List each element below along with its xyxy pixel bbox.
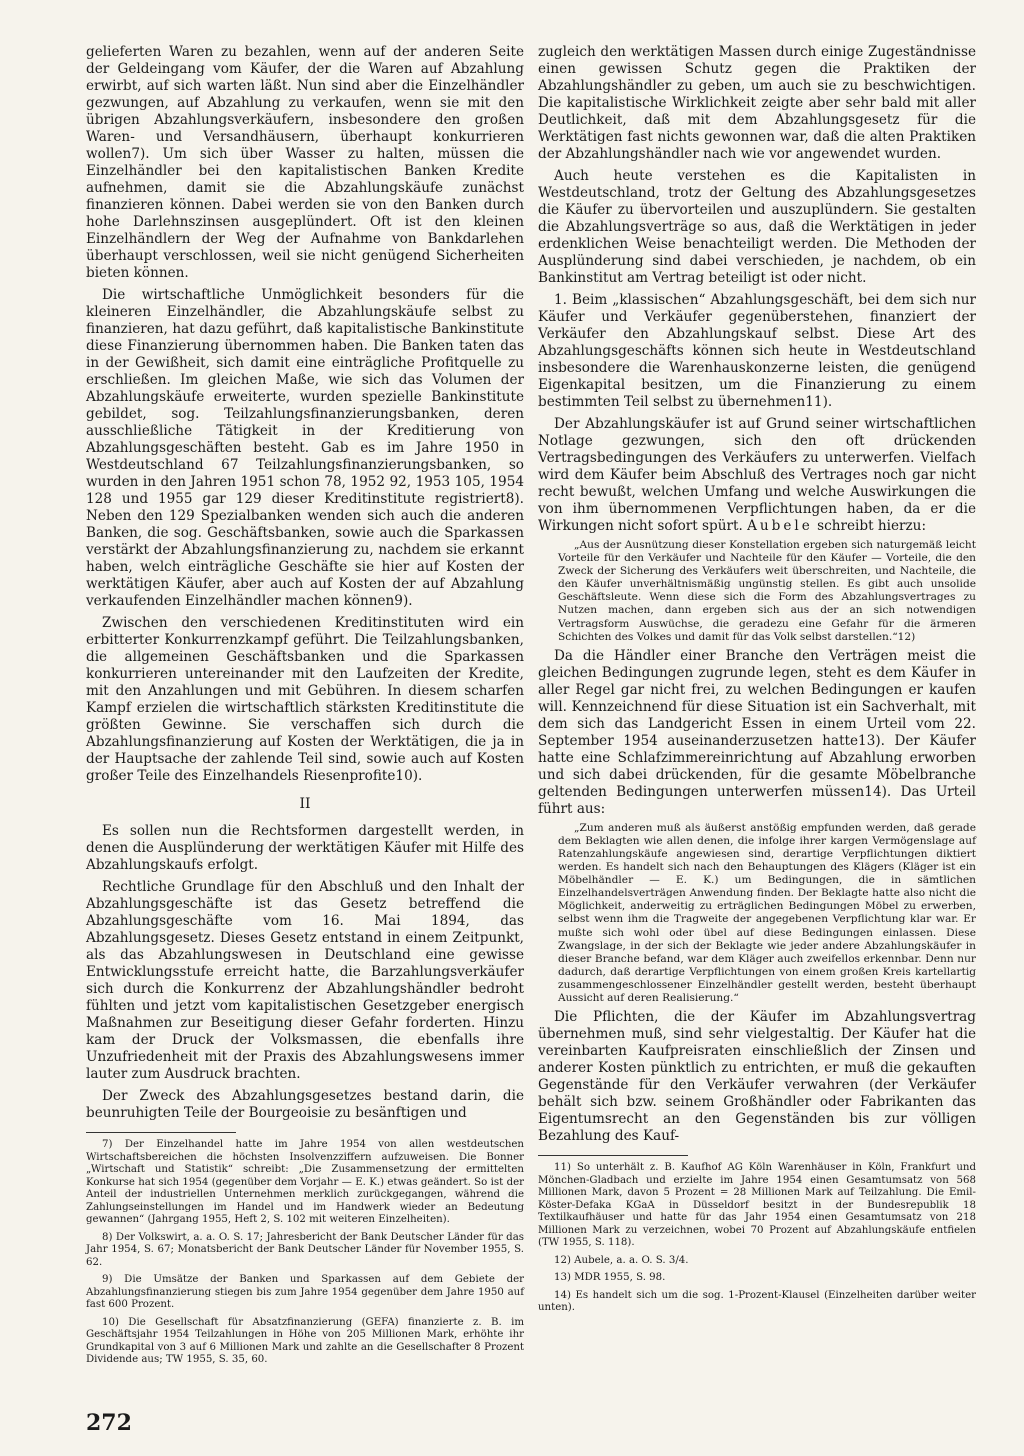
paragraph: Der Zweck des Abzahlungsgesetzes bestand darin, die beunruhigten Teile der Bourgeoisie zu besänftigen und (86, 1088, 524, 1121)
paragraph-text: Der Abzahlungskäufer ist auf Grund seiner wirtschaftlichen Notlage gezwungen, sich den oft drückenden Vertragsbedingungen des Verkäufers zu unterwerfen. Vielfach wird dem Käufer beim Abschluß des Vertrages noch gar nicht recht bewußt, welchen Umfang und welche Auswirkungen die von ihm übernommenen Verpflichtungen haben, da er die Wirkungen nicht sofort spürt. (538, 416, 976, 534)
footnote: 8) Der Volkswirt, a. a. O. S. 17; Jahresbericht der Bank Deutscher Länder für das Jahr 1954, S. 67; Monatsbericht der Bank Deutscher Länder für November 1955, S. 62. (86, 1231, 524, 1268)
footnote: 9) Die Umsätze der Banken und Sparkassen auf dem Gebiete der Abzahlungsfinanzierung stiegen bis zum Jahre 1954 gegenüber dem Jahre 1950 auf fast 600 Prozent. (86, 1274, 524, 1310)
paragraph: zugleich den werktätigen Massen durch einige Zugeständnisse einen gewissen Schutz gegen die Praktiken der Abzahlungshändler zu geben, um auch sie zu beschwichtigen. Die kapitalistische Wirklichkeit zeigte aber sehr bald mit aller Deutlichkeit, daß mit dem Abzahlungsgesetz für die Werktätigen fast nichts gewonnen war, daß die alten Praktiken der Abzahlungshändler nach wie vor angewendet wurden. (538, 44, 976, 162)
left-column (86, 44, 524, 1372)
block-quote (558, 539, 976, 644)
paragraph-text: schreibt hierzu: (817, 518, 927, 534)
paragraph: Die Pflichten, die der Käufer im Abzahlungsvertrag übernehmen muß, sind sehr vielgestaltig. Der Käufer hat die vereinbarten Kaufpreisraten einschließlich der Zinsen und anderer Kosten pünktlich zu entrichten, er muß die gekauften Gegenstände für den Verkäufer verwahren (der Verkäufer behält sich bzw. seinem Großhändler oder Fabrikanten das Eigentumsrecht an den Gegenständen bis zur völligen Bezahlung des Kauf- (538, 1009, 976, 1145)
paragraph: Da die Händler einer Branche den Verträgen meist die gleichen Bedingungen zugrunde legen, steht es dem Käufer in aller Regel gar nicht frei, zu welchen Bedingungen er kaufen will. Kennzeichnend für diese Situation ist ein Sachverhalt, mit dem sich das Landgericht Essen in einem Urteil vom 22. September 1954 auseinanderzusetzen hatte13). Der Käufer hatte eine Schlafzimmereinrichtung auf Abzahlung erworben und sich dabei drückenden, für die gesamte Möbelbranche geltenden Bedingungen unterwerfen müssen14). Das Urteil führt aus: (538, 647, 976, 817)
section-heading: II (299, 796, 311, 812)
footnote: 11) So unterhält z. B. Kaufhof AG Köln Warenhäuser in Köln, Frankfurt und Mönchen-Gladbach und erzielte im Jahre 1954 einen Gesamtumsatz von 568 Millionen Mark, davon 5 Prozent = 28 Millionen Mark auf Teilzahlung. Die Emil-Köster-Defaka KGaA in Düsseldorf besitzt in der Bundesrepublik 18 Textilkaufhäuser und hatte für das Jahr 1954 einen Gesamtumsatz von 218 Millionen Mark zu verzeichnen, wobei 70 Prozent auf Abzahlungskäufe entfielen (TW 1955, S. 118). (538, 1162, 976, 1249)
block-quote (558, 822, 976, 1005)
footnote: 14) Es handelt sich um die sog. 1-Prozent-Klausel (Einzelheiten darüber weiter unten). (538, 1289, 976, 1314)
quote-text: „Zum anderen muß als äußerst anstößig empfunden werden, daß gerade dem Beklagten wie allen denen, die infolge ihrer kargen Vermögenslage auf Ratenzahlungskäufe angewiesen sind, derartige Verpflichtungen diktiert werden. Es handelt sich nach den Behauptungen des Klägers (Kläger ist ein Möbelhändler — E. K.) um Bedingungen, die in sämtlichen Einzelhandelsverträgen Anwendung finden. Der Beklagte hatte also nicht die Möglichkeit, anderweitig zu erträglichen Bedingungen Möbel zu erwerben, selbst wenn ihm die Tragweite der angegebenen Verpflichtung klar war. Er mußte sich wohl oder übel auf diese Bedingungen einlassen. Diese Zwangslage, in der sich der Beklagte wie jeder andere Abzahlungskäufer in dieser Branche befand, war dem Kläger auch zweifellos erkennbar. Denn nur dadurch, daß derartige Verpflichtungen von einem großen Kreis kartellartig zusammengeschlossener Einzelhändler gestellt werden, besteht überhaupt Aussicht auf deren Realisierung.“ (558, 821, 976, 1004)
footnote: 7) Der Einzelhandel hatte im Jahre 1954 von allen westdeutschen Wirtschaftsbereichen die höchsten Insolvenzziffern aufzuweisen. Die Bonner „Wirtschaft und Statistik“ schreibt: „Die Zusammensetzung der ermittelten Konkurse hat sich 1954 (gegenüber dem Vorjahr — E. K.) etwas geändert. So ist der Anteil der industriellen Unternehmen merklich zurückgegangen, während die Zahlungseinstellungen im Handel und im Handwerk wieder an Bedeutung gewannen“ (Jahrgang 1955, Heft 2, S. 102 mit weiteren Einzelheiten). (86, 1139, 524, 1225)
paragraph (538, 416, 976, 535)
footnote: 10) Die Gesellschaft für Absatzfinanzierung (GEFA) finanzierte z. B. im Geschäftsjahr 1954 Teilzahlungen in Höhe von 205 Millionen Mark, erhöhte ihr Grundkapital von 3 auf 6 Millionen Mark und zahlte an die Gesellschafter 8 Prozent Dividende aus; TW 1955, S. 35, 60. (86, 1316, 524, 1365)
paragraph: Es sollen nun die Rechtsformen dargestellt werden, in denen die Ausplünderung der werktätigen Käufer mit Hilfe des Abzahlungskaufs erfolgt. (86, 823, 524, 873)
footnote: 13) MDR 1955, S. 98. (554, 1272, 666, 1284)
paragraph: Die wirtschaftliche Unmöglichkeit besonders für die kleineren Einzelhändler, die Abzahlungskäufe selbst zu finanzieren, hat dazu geführt, daß kapitalistische Bankinstitute diese Finanzierung übernommen haben. Die Banken taten das in der Gewißheit, sich damit eine einträgliche Profitquelle zu erschließen. Im gleichen Maße, wie sich das Volumen der Abzahlungskäufe erweiterte, wurden spezielle Bankinstitute gebildet, sog. Teilzahlungsfinanzierungsbanken, deren ausschließliche Tätigkeit in der Kreditierung von Abzahlungsgeschäften besteht. Gab es im Jahre 1950 in Westdeutschland 67 Teilzahlungsfinanzierungsbanken, so wurden in den Jahren 1951 schon 78, 1952 92, 1953 105, 1954 128 und 1955 gar 129 dieser Kreditinstitute registriert8). Neben den 129 Spezialbanken wenden sich auch die anderen Banken, die sog. Geschäftsbanken, sowie auch die Sparkassen verstärkt der Abzahlungsfinanzierung zu, nachdem sie erkannt haben, welch einträgliche Geschäfte sie hier auf Kosten der werktätigen Käufer, aber auch auf Kosten der auf Abzahlung verkaufenden Einzelhändler machen können9). (86, 287, 524, 609)
paragraph: Auch heute verstehen es die Kapitalisten in Westdeutschland, trotz der Geltung des Abzahlungsgesetzes die Käufer zu übervorteilen und auszuplündern. Sie gestalten die Abzahlungsverträge so aus, daß die Werktätigen in jeder erdenklichen Weise benachteiligt werden. Die Methoden der Ausplünderung sind dabei verschieden, je nachdem, ob ein Bankinstitut am Vertrag beteiligt ist oder nicht. (538, 168, 976, 286)
footnote-divider (538, 1155, 688, 1156)
quote-text: „Aus der Ausnützung dieser Konstellation ergeben sich naturgemäß leicht Vorteile für den Verkäufer und Nachteile für den Käufer — Vorteile, die den Zweck der Sicherung des Verkäufers weit überschreiten, und Nachteile, die den Käufer unverhältnismäßig ungünstig stellen. Es gibt auch unsolide Geschäftsleute. Wenn diese sich die Form des Abzahlungsvertrages zu Nutzen machen, dann ergeben sich aus der an sich notwendigen Vertragsform Auswüchse, die geradezu eine Gefahr für die ärmeren Schichten des Volkes und damit für das Volk selbst darstellen.“12) (558, 539, 976, 643)
footnotes (86, 1139, 524, 1367)
right-column (538, 44, 976, 1320)
paragraph: gelieferten Waren zu bezahlen, wenn auf der anderen Seite der Geldeingang vom Käufer, der die Waren auf Abzahlung erwirbt, auf sich warten läßt. Nun sind aber die Einzelhändler gezwungen, auf Abzahlung zu verkaufen, wenn sie mit den übrigen Abzahlungsverkäufern, insbesondere den großen Waren- und Versandhäusern, überhaupt konkurrieren wollen7). Um sich über Wasser zu halten, müssen die Einzelhändler bei den kapitalistischen Banken Kredite aufnehmen, damit sie die Abzahlungskäufe zunächst finanzieren können. Dabei werden sie von den Banken durch hohe Darlehnszinsen ausgeplündert. Oft ist den kleinen Einzelhändlern der Weg der Aufnahme von Bankdarlehen überhaupt verschlossen, weil sie nicht genügend Sicherheiten bieten können. (86, 44, 524, 281)
footnote-divider (86, 1132, 236, 1133)
paragraph: Zwischen den verschiedenen Kreditinstituten wird ein erbitterter Konkurrenzkampf geführt. Die Teilzahlungsbanken, die allgemeinen Geschäftsbanken und die Sparkassen konkurrieren untereinander mit den Laufzeiten der Kredite, mit den Anzahlungen und mit Gebühren. In diesem scharfen Kampf erzielen die wirtschaftlich stärksten Kreditinstitute die größten Gewinne. Sie verschaffen sich durch die Abzahlungsfinanzierung auf Kosten der Werktätigen, die ja in der Hauptsache der zahlende Teil sind, sowie auch auf Kosten großer Teile des Einzelhandels Riesenprofite10). (86, 615, 524, 784)
author-name: Aubele (747, 518, 813, 534)
footnote: 12) Aubele, a. a. O. S. 3/4. (554, 1254, 689, 1266)
page-number: 272 (86, 1410, 132, 1436)
paragraph: Rechtliche Grundlage für den Abschluß und den Inhalt der Abzahlungsgeschäfte ist das Gesetz betreffend die Abzahlungsgeschäfte vom 16. Mai 1894, das Abzahlungsgesetz. Dieses Gesetz entstand in einem Zeitpunkt, als das Abzahlungswesen in Deutschland eine gewisse Entwicklungsstufe erreicht hatte, die Barzahlungsverkäufer sich durch die Konkurrenz der Abzahlungshändler bedroht fühlten und jetzt vom kapitalistischen Gesetzgeber energisch Maßnahmen zur Beseitigung dieser Gefahr forderten. Hinzu kam der Druck der Volksmassen, die ebenfalls ihre Unzufriedenheit mit der Praxis des Abzahlungswesens immer lauter zum Ausdruck brachten. (86, 879, 524, 1082)
footnotes (538, 1162, 976, 1315)
paragraph: 1. Beim „klassischen“ Abzahlungsgeschäft, bei dem sich nur Käufer und Verkäufer gegenüberstehen, finanziert der Verkäufer den Abzahlungskauf selbst. Diese Art des Abzahlungsgeschäfts können sich heute in Westdeutschland insbesondere die Warenhauskonzerne leisten, die genügend Eigenkapital besitzen, um die Finanzierung zu einem bestimmten Teil selbst zu übernehmen11). (538, 292, 976, 410)
